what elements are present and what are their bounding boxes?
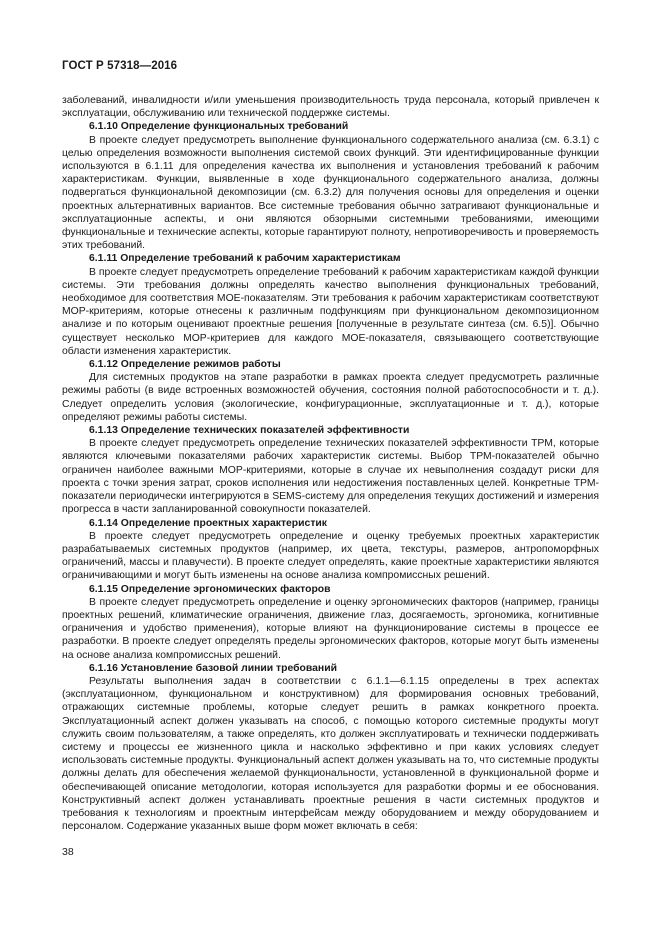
section-heading-6-1-15: 6.1.15 Определение эргономических факторов	[89, 583, 331, 595]
page-number: 38	[62, 846, 74, 858]
section-text-6-1-12: Для системных продуктов на этапе разработки в рамках проекта следует предусмотреть различные режимы работы (в виде встроенных возможностей обучения, состояния полной работоспособности и т. д.). Следует определить условия (экологические, конфигурационные, эксплуатационные и т. д.), которые определяют режимы работы системы.	[62, 372, 599, 423]
section-text-6-1-13: В проекте следует предусмотреть определение технических показателей эффективности ТРМ, которые являются ключевыми показателями рабочих характеристик системы. Выбор ТРМ-показателей обычно ограничен наиболее важными МОР-критериями, которые в случае их невыполнения создадут риски для проекта с точки зрения затрат, сроков исполнения или недостижения поставленных целей. Конкретные ТРМ-показатели периодически интегрируются в SEMS-систему для определения текущих достижений и измерения прогресса в части запланированной совокупности показателей.	[62, 438, 599, 516]
section-heading-6-1-13: 6.1.13 Определение технических показателей эффективности	[89, 425, 410, 437]
section-heading-6-1-14: 6.1.14 Определение проектных характеристик	[89, 517, 328, 529]
section-text-6-1-16: Результаты выполнения задач в соответствии с 6.1.1—6.1.15 определены в трех аспектах (эксплуатационном, функциональном и конструктивном) для формирования основных требований, отражающих системные проблемы, которые следует решить в рамках конкретного проекта. Эксплуатационный аспект должен указывать на способ, с помощью которого системные продукты могут служить своим пользователям, а также определять, кто должен эксплуатировать и технически поддерживать систему и процессы ее жизненного цикла и насколько эффективно и при каких условиях следует использовать системные продукты. Функциональный аспект должен указывать на то, что системные продукты должны делать для обеспечения желаемой функциональности, установленной в функциональной форме и обеспечивающей описание методологии, которая используется для разработки формы и ее обоснования. Конструктивный аспект должен устанавливать проектные решения в части системных продуктов и требования к технологиям и проектным интерфейсам между оборудованием и между оборудованием и персоналом. Содержание указанных выше форм может включать в себя:	[62, 675, 599, 833]
section-heading-6-1-11: 6.1.11 Определение требований к рабочим характеристикам	[89, 253, 401, 265]
page-body	[62, 94, 599, 833]
intro-paragraph: заболеваний, инвалидности и/или уменьшения производительность труда персонала, который привлечен к эксплуатации, обслуживанию или технической поддержке системы.	[62, 95, 599, 120]
section-heading-6-1-16: 6.1.16 Установление базовой линии требований	[89, 662, 337, 674]
section-heading-6-1-10: 6.1.10 Определение функциональных требований	[89, 121, 349, 133]
section-text-6-1-11: В проекте следует предусмотреть определение требований к рабочим характеристикам каждой функции системы. Эти требования должны определять качество выполнения функциональных требований, необходимое для соответствия МОЕ-показателям. Эти требования к рабочим характеристикам соответствуют МОР-критериям, которые отнесены к различным подфункциям при функциональном декомпозиционном анализе и по которым оценивают проектные решения [полученные в результате синтеза (см. 6.5)]. Обычно существует несколько МОР-критериев для каждого МОЕ-показателя, связывающего соответствующие области изменения характеристик.	[62, 266, 599, 357]
standard-header: ГОСТ Р 57318—2016	[62, 60, 178, 72]
section-text-6-1-14: В проекте следует предусмотреть определение и оценку требуемых проектных характеристик разрабатываемых системных продуктов (например, их цвета, текстуры, размеров, антропоморфных ограничений, массы и плавучести). В проекте следует определять, какие проектные характеристики являются ограничивающими и могут быть изменены на основе анализа компромиссных решений.	[62, 530, 599, 582]
section-heading-6-1-12: 6.1.12 Определение режимов работы	[89, 359, 281, 371]
section-text-6-1-10: В проекте следует предусмотреть выполнение функционального содержательного анализа (см. 6.3.1) с целью определения возможности выполнения системой своих функций. Эти идентифицированные функции используются в 6.1.11 для определения качества их выполнения и установления требований к рабочим характеристикам. Функции, выявленные в ходе функционального содержательного анализа, должны подвергаться функциональной декомпозиции (см. 6.3.2) для получения основы для определения и оценки проектных альтернативных вариантов. Все системные требования обычно затрагивают функциональные и эксплуатационные аспекты, и они являются обзорными системными требованиями, имеющими функциональные и технические аспекты, которые гарантируют полноту, непротиворечивость и проверяемость этих требований.	[62, 134, 599, 252]
section-text-6-1-15: В проекте следует предусмотреть определение и оценку эргономических факторов (например, границы проектных решений, климатические ограничения, движение глаз, досягаемость, эргономика, когнитивные ограничения и удобство применения), которые влияют на функционирование системы в процессе ее разработки. В проекте следует определять пределы эргономических факторов, которые могут быть изменены на основе анализа компромиссных решений.	[62, 596, 599, 661]
